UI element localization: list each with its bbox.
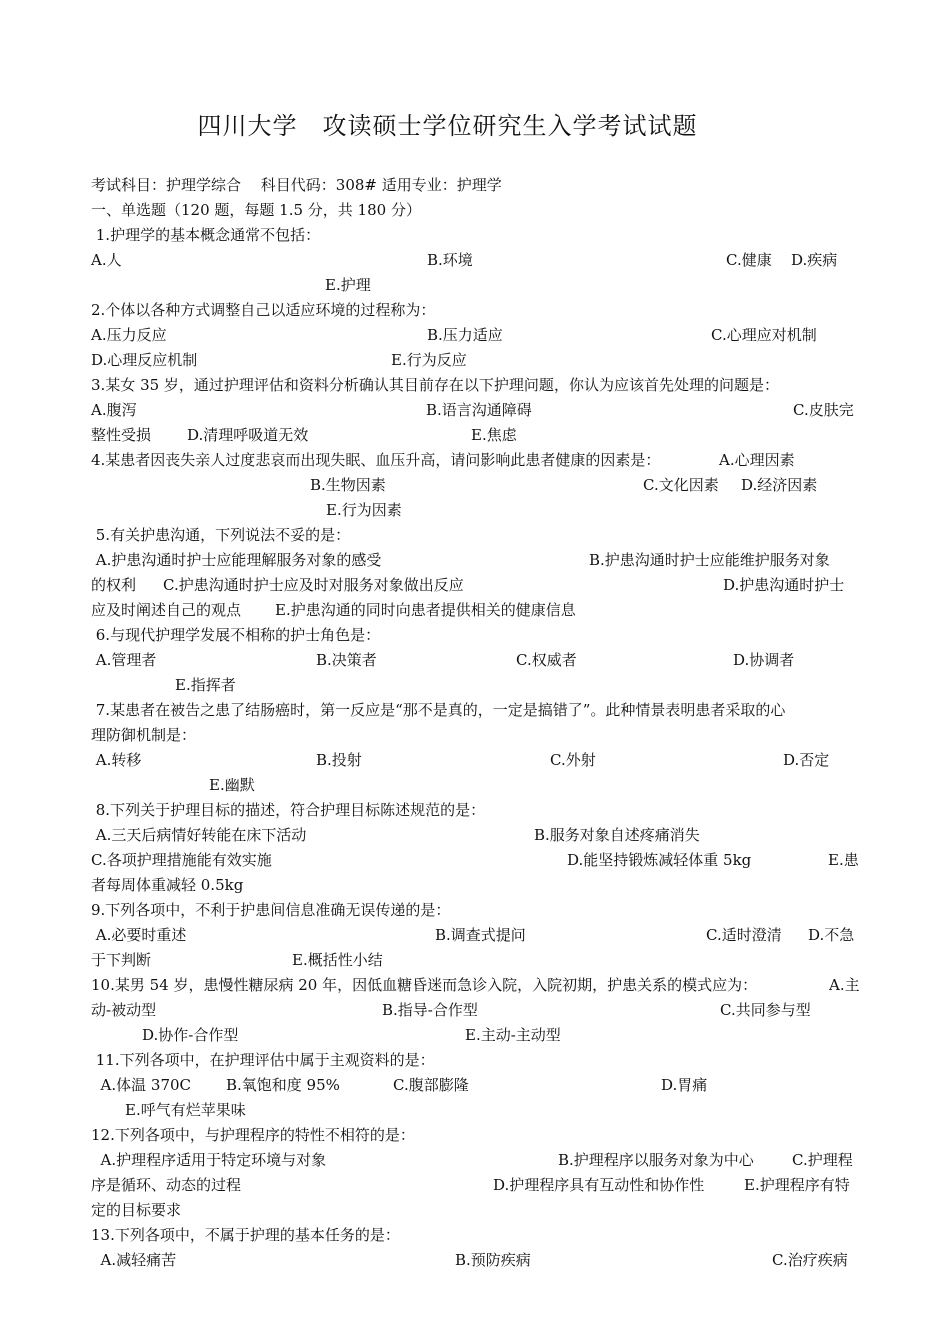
question-4-option-e: E.行为因素 — [326, 501, 402, 519]
question-6-option-b: B.决策者 — [316, 651, 377, 669]
question-8-option-a: A.三天后病情好转能在床下活动 — [91, 826, 307, 844]
question-9-option-d: D.不急 — [808, 926, 855, 944]
question-13-stem: 13.下列各项中，不属于护理的基本任务的是： — [91, 1226, 400, 1244]
question-3-stem: 3.某女 35 岁，通过护理评估和资料分析确认其目前存在以下护理问题，你认为应该首先处理的问题是： — [91, 376, 779, 394]
question-12-option-e-continued: 定的目标要求 — [91, 1201, 182, 1219]
exam-title: 四川大学 攻读硕士学位研究生入学考试试题 — [197, 112, 698, 140]
question-2-option-c: C.心理应对机制 — [711, 326, 817, 344]
question-1-option-c: C.健康 — [726, 251, 772, 269]
question-1-option-b: B.环境 — [427, 251, 473, 269]
question-1-stem: 1.护理学的基本概念通常不包括： — [91, 226, 321, 244]
question-4-option-c: C.文化因素 — [643, 476, 719, 494]
question-1-option-d: D.疾病 — [791, 251, 838, 269]
question-11-stem: 11.下列各项中，在护理评估中属于主观资料的是： — [91, 1051, 435, 1069]
question-5-option-c: C.护患沟通时护士应及时对服务对象做出反应 — [163, 576, 464, 594]
question-12-option-e: E.护理程序有特 — [744, 1176, 850, 1194]
question-10-option-b: B.指导-合作型 — [382, 1001, 478, 1019]
question-7-option-d: D.否定 — [783, 751, 830, 769]
question-3-option-a: A.腹泻 — [91, 401, 137, 419]
subject-line: 考试科目：护理学综合 科目代码：308# 适用专业：护理学 — [91, 176, 502, 194]
question-4-option-b: B.生物因素 — [310, 476, 386, 494]
question-9-option-d-continued: 于下判断 — [91, 951, 152, 969]
question-9-option-b: B.调查式提问 — [435, 926, 526, 944]
question-13-option-c: C.治疗疾病 — [772, 1251, 848, 1269]
question-4-stem: 4.某患者因丧失亲人过度悲哀而出现失眠、血压升高，请问影响此患者健康的因素是： — [91, 451, 661, 469]
question-7-stem: 7.某患者在被告之患了结肠癌时，第一反应是“那不是真的，一定是搞错了”。此种情景表明患者采取的心 — [91, 701, 786, 719]
question-11-option-d: D.胃痛 — [661, 1076, 708, 1094]
question-7-option-e: E.幽默 — [209, 776, 255, 794]
question-5-option-e: E.护患沟通的同时向患者提供相关的健康信息 — [275, 601, 576, 619]
question-10-option-e: E.主动-主动型 — [465, 1026, 561, 1044]
question-6-option-e: E.指挥者 — [175, 676, 236, 694]
question-9-option-c: C.适时澄清 — [706, 926, 782, 944]
question-2-option-b: B.压力适应 — [427, 326, 503, 344]
question-11-option-a: A.体温 370C — [91, 1076, 192, 1094]
question-12-option-d: D.护理程序具有互动性和协作性 — [493, 1176, 705, 1194]
question-7-option-c: C.外射 — [550, 751, 596, 769]
question-11-option-c: C.腹部膨隆 — [393, 1076, 469, 1094]
question-3-option-e: E.焦虑 — [471, 426, 517, 444]
question-12-option-c-continued: 序是循环、动态的过程 — [91, 1176, 242, 1194]
question-8-option-c: C.各项护理措施能有效实施 — [91, 851, 272, 869]
question-13-option-b: B.预防疾病 — [455, 1251, 531, 1269]
question-5-option-b-continued: 的权利 — [91, 576, 137, 594]
question-7-option-b: B.投射 — [316, 751, 362, 769]
question-2-option-a: A.压力反应 — [91, 326, 167, 344]
question-4-option-a: A.心理因素 — [719, 451, 795, 469]
question-3-option-c: C.皮肤完 — [793, 401, 854, 419]
question-9-stem: 9.下列各项中，不利于护患间信息准确无误传递的是： — [91, 901, 451, 919]
question-9-option-e: E.概括性小结 — [292, 951, 383, 969]
question-12-stem: 12.下列各项中，与护理程序的特性不相符的是： — [91, 1126, 415, 1144]
question-3-option-d: D.清理呼吸道无效 — [187, 426, 309, 444]
question-1-option-e: E.护理 — [325, 276, 371, 294]
question-3-option-c-continued: 整性受损 — [91, 426, 152, 444]
section-header: 一、单选题（120 题，每题 1.5 分，共 180 分） — [91, 201, 421, 219]
question-10-option-c: C.共同参与型 — [720, 1001, 811, 1019]
question-2-option-e: E.行为反应 — [391, 351, 467, 369]
question-12-option-c: C.护理程 — [792, 1151, 853, 1169]
question-11-option-e: E.呼气有烂苹果味 — [125, 1101, 246, 1119]
question-4-option-d: D.经济因素 — [741, 476, 818, 494]
question-8-option-e-continued: 者每周体重减轻 0.5kg — [91, 876, 244, 894]
question-13-option-a: A.减轻痛苦 — [91, 1251, 177, 1269]
question-6-option-c: C.权威者 — [516, 651, 577, 669]
question-5-stem: 5.有关护患沟通，下列说法不妥的是： — [91, 526, 351, 544]
question-7-stem-continued: 理防御机制是： — [91, 726, 197, 744]
question-5-option-d: D.护患沟通时护士 — [723, 576, 845, 594]
question-5-option-d-continued: 应及时阐述自己的观点 — [91, 601, 242, 619]
question-1-option-a: A.人 — [91, 251, 122, 269]
question-8-stem: 8.下列关于护理目标的描述，符合护理目标陈述规范的是： — [91, 801, 486, 819]
question-9-option-a: A.必要时重述 — [91, 926, 187, 944]
question-10-option-a: A.主 — [829, 976, 860, 994]
question-7-option-a: A.转移 — [91, 751, 142, 769]
question-2-option-d: D.心理反应机制 — [91, 351, 198, 369]
question-10-option-d: D.协作-合作型 — [142, 1026, 239, 1044]
question-2-stem: 2.个体以各种方式调整自己以适应环境的过程称为： — [91, 301, 436, 319]
question-6-option-a: A.管理者 — [91, 651, 157, 669]
question-10-option-a-continued: 动-被动型 — [91, 1001, 157, 1019]
question-12-option-a: A.护理程序适用于特定环境与对象 — [91, 1151, 327, 1169]
question-8-option-e: E.患 — [828, 851, 859, 869]
question-5-option-a: A.护患沟通时护士应能理解服务对象的感受 — [91, 551, 382, 569]
question-11-option-b: B.氧饱和度 95% — [226, 1076, 340, 1094]
question-8-option-b: B.服务对象自述疼痛消失 — [534, 826, 700, 844]
question-10-stem: 10.某男 54 岁，患慢性糖尿病 20 年，因低血糖昏迷而急诊入院，入院初期，护患关系的模式应为： — [91, 976, 758, 994]
question-3-option-b: B.语言沟通障碍 — [426, 401, 532, 419]
question-6-option-d: D.协调者 — [733, 651, 795, 669]
question-8-option-d: D.能坚持锻炼减轻体重 5kg — [567, 851, 752, 869]
question-5-option-b: B.护患沟通时护士应能维护服务对象 — [589, 551, 830, 569]
question-12-option-b: B.护理程序以服务对象为中心 — [558, 1151, 754, 1169]
question-6-stem: 6.与现代护理学发展不相称的护士角色是： — [91, 626, 381, 644]
